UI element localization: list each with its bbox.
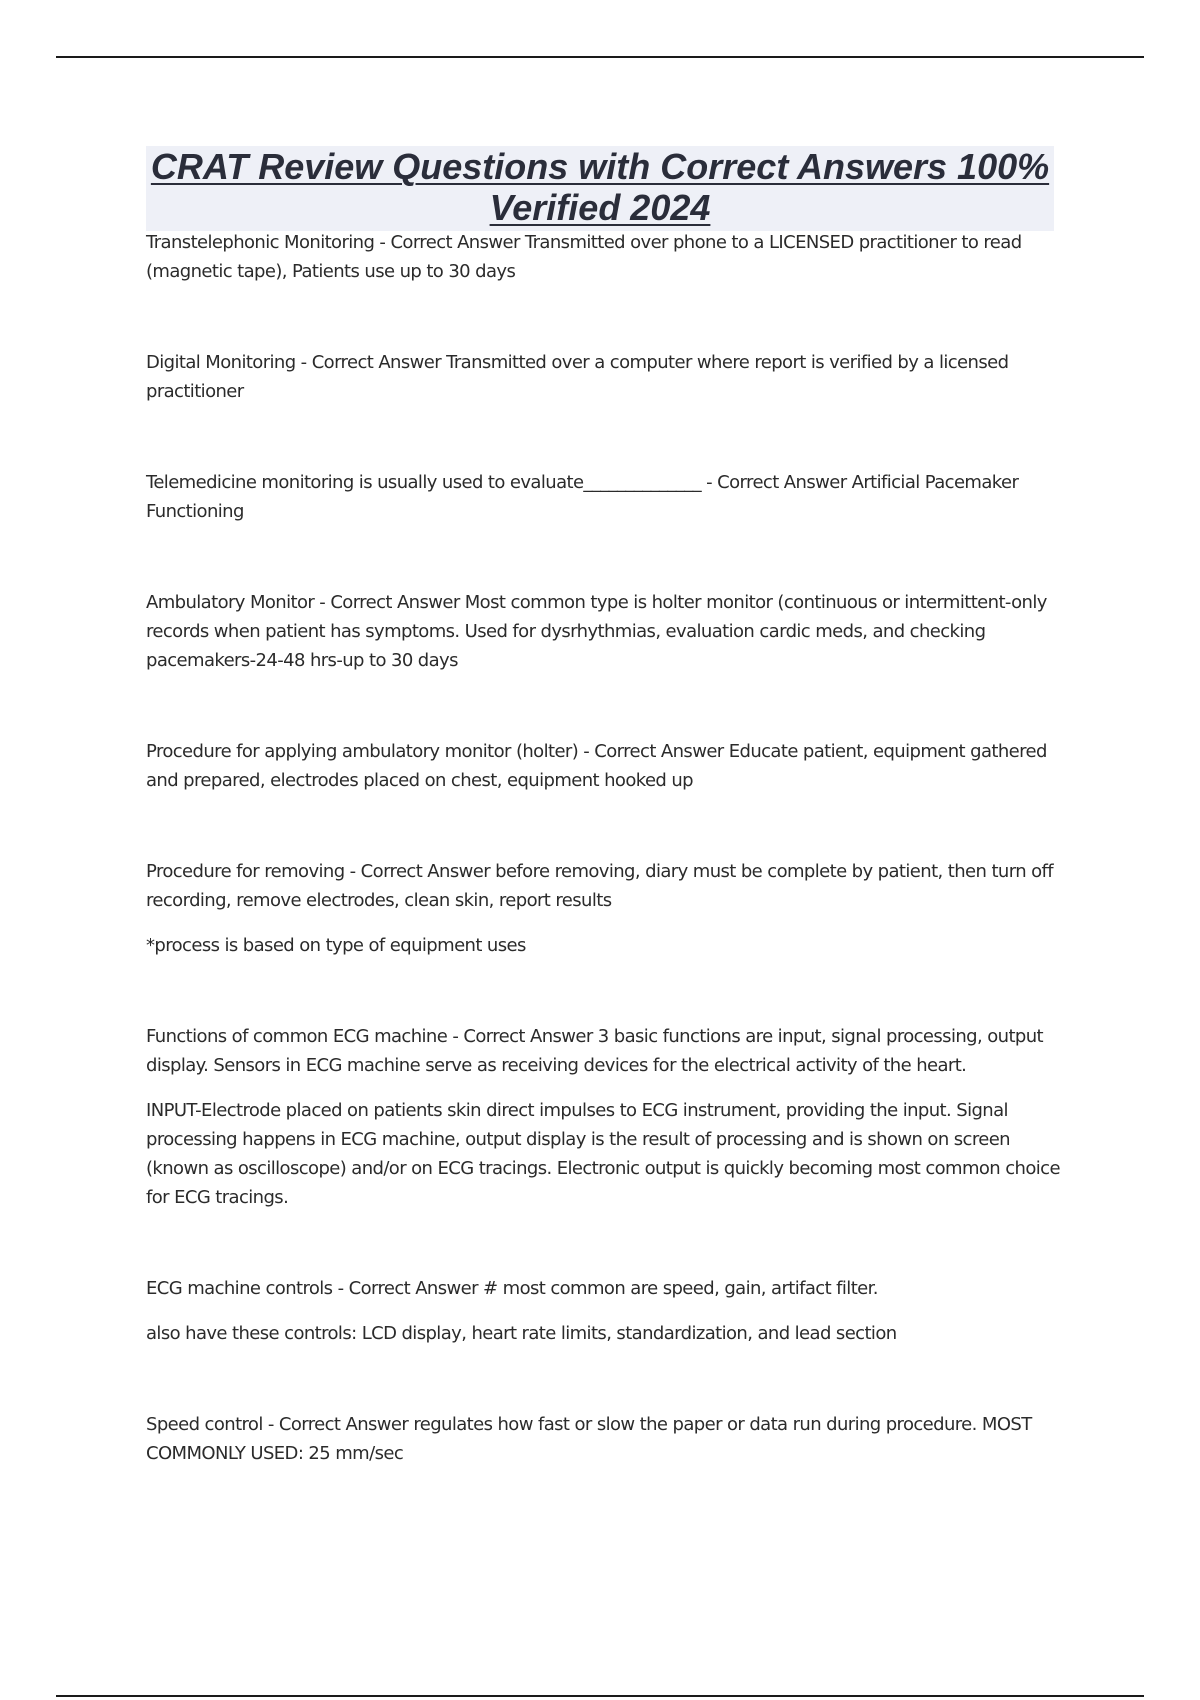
qa-entry xyxy=(146,737,1066,795)
top-rule xyxy=(56,56,1144,58)
qa-text: Digital Monitoring - Correct Answer Transmitted over a computer where report is verified by a licensed practitioner xyxy=(146,352,1009,402)
qa-text: Functions of common ECG machine - Correct Answer 3 basic functions are input, signal processing, output display. Sensors in ECG machine serve as receiving devices for the electrical activity of the heart. xyxy=(146,1026,1044,1076)
qa-note: also have these controls: LCD display, heart rate limits, standardization, and lead section xyxy=(146,1323,897,1344)
qa-note: INPUT-Electrode placed on patients skin direct impulses to ECG instrument, providing the input. Signal processing happens in ECG machine, output display is the result of processing and is shown on screen (known as oscilloscope) and/or on ECG tracings. Electronic output is quickly becoming most common choice for ECG tracings. xyxy=(146,1100,1060,1208)
title-line-2: Verified 2024 xyxy=(489,187,711,228)
qa-entry xyxy=(146,1410,1066,1468)
qa-text: ECG machine controls - Correct Answer # most common are speed, gain, artifact filter. xyxy=(146,1278,878,1299)
qa-entry xyxy=(146,468,1066,526)
qa-note: *process is based on type of equipment uses xyxy=(146,935,526,956)
bottom-rule xyxy=(56,1695,1144,1697)
qa-entry xyxy=(146,228,1066,286)
qa-entry xyxy=(146,588,1066,675)
qa-entry xyxy=(146,348,1066,406)
qa-text: Procedure for applying ambulatory monitor (holter) - Correct Answer Educate patient, equipment gathered and prepared, electrodes placed on chest, equipment hooked up xyxy=(146,741,1047,791)
qa-text: Procedure for removing - Correct Answer before removing, diary must be complete by patient, then turn off recording, remove electrodes, clean skin, report results xyxy=(146,861,1054,911)
qa-entry xyxy=(146,857,1066,960)
qa-text: Ambulatory Monitor - Correct Answer Most common type is holter monitor (continuous or intermittent-only records when patient has symptoms. Used for dysrhythmias, evaluation cardic meds, and checking pacemakers-24-48 hrs-up to 30 days xyxy=(146,592,1047,671)
title-line-1: CRAT Review Questions with Correct Answers 100% xyxy=(150,146,1050,187)
qa-text: Speed control - Correct Answer regulates how fast or slow the paper or data run during procedure. MOST COMMONLY USED: 25 mm/sec xyxy=(146,1414,1032,1464)
qa-entry xyxy=(146,1274,1066,1348)
qa-entry xyxy=(146,1022,1066,1212)
document-title xyxy=(146,146,1054,231)
qa-text: Telemedicine monitoring is usually used to evaluate______________ - Correct Answer Artificial Pacemaker Functioning xyxy=(146,472,1019,522)
qa-text: Transtelephonic Monitoring - Correct Answer Transmitted over phone to a LICENSED practitioner to read (magnetic tape), Patients use up to 30 days xyxy=(146,232,1022,282)
qa-list xyxy=(146,228,1066,1468)
